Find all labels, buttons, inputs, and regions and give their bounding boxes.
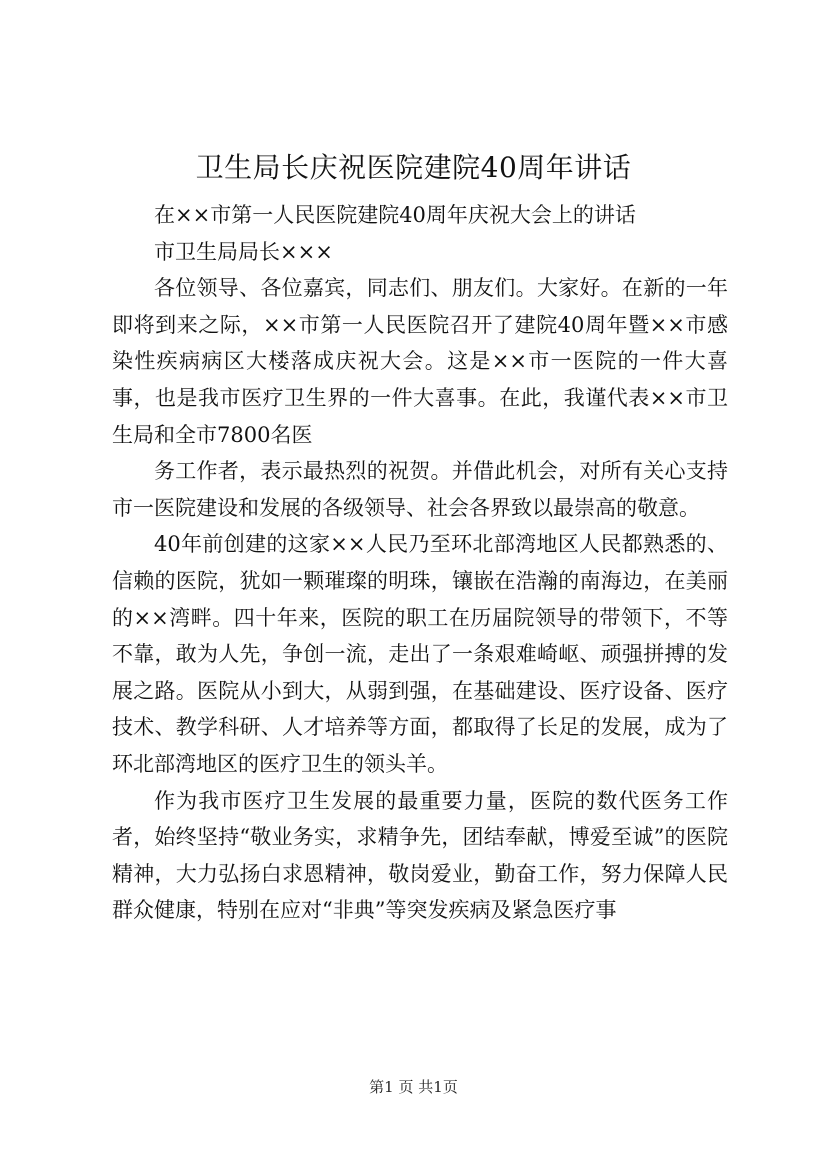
body-paragraph: 各位领导、各位嘉宾，同志们、朋友们。大家好。在新的一年即将到来之际，××市第一人民医院召开了建院40周年暨××市感染性疾病病区大楼落成庆祝大会。这是××市一医院的一件大喜事，也是我市医疗卫生界的一件大喜事。在此，我谨代表××市卫生局和全市7800名医 [112,276,728,447]
page-label-mid: 页 共 [398,1078,434,1096]
document-title: 卫生局长庆祝医院建院40周年讲话 [195,151,632,184]
page-label-prefix: 第 [369,1078,385,1096]
body-paragraph: 40年前创建的这家××人民乃至环北部湾地区人民都熟悉的、信赖的医院，犹如一颗璀璨的明珠，镶嵌在浩瀚的南海边，在美丽的××湾畔。四十年来，医院的职工在历届院领导的带领下，不等不靠，敢为人先，争创一流，走出了一条艰难崎岖、顽强拼搏的发展之路。医院从小到大，从弱到强，在基础建设、医疗设备、医疗技术、教学科研、人才培养等方面，都取得了长足的发展，成为了环北部湾地区的医疗卫生的领头羊。 [112,532,728,776]
page-total: 1 [433,1078,443,1096]
body-paragraph: 务工作者，表示最热烈的祝贺。并借此机会，对所有关心支持市一医院建设和发展的各级领导、社会各界致以最崇高的敬意。 [112,459,728,520]
page-number: 1 [384,1078,394,1096]
subtitle-paragraph: 在××市第一人民医院建院40周年庆祝大会上的讲话 [154,203,636,227]
page-label-suffix: 页 [442,1078,458,1096]
document-body [112,197,728,929]
speaker-paragraph: 市卫生局局长××× [154,239,333,264]
body-paragraph: 作为我市医疗卫生发展的最重要力量，医院的数代医务工作者，始终坚持“敬业务实，求精争先，团结奉献，博爱至诚”的医院精神，大力弘扬白求恩精神，敬岗爱业，勤奋工作，努力保障人民群众健康，特别在应对“非典”等突发疾病及紧急医疗事 [112,788,728,923]
page-footer [0,1076,827,1098]
